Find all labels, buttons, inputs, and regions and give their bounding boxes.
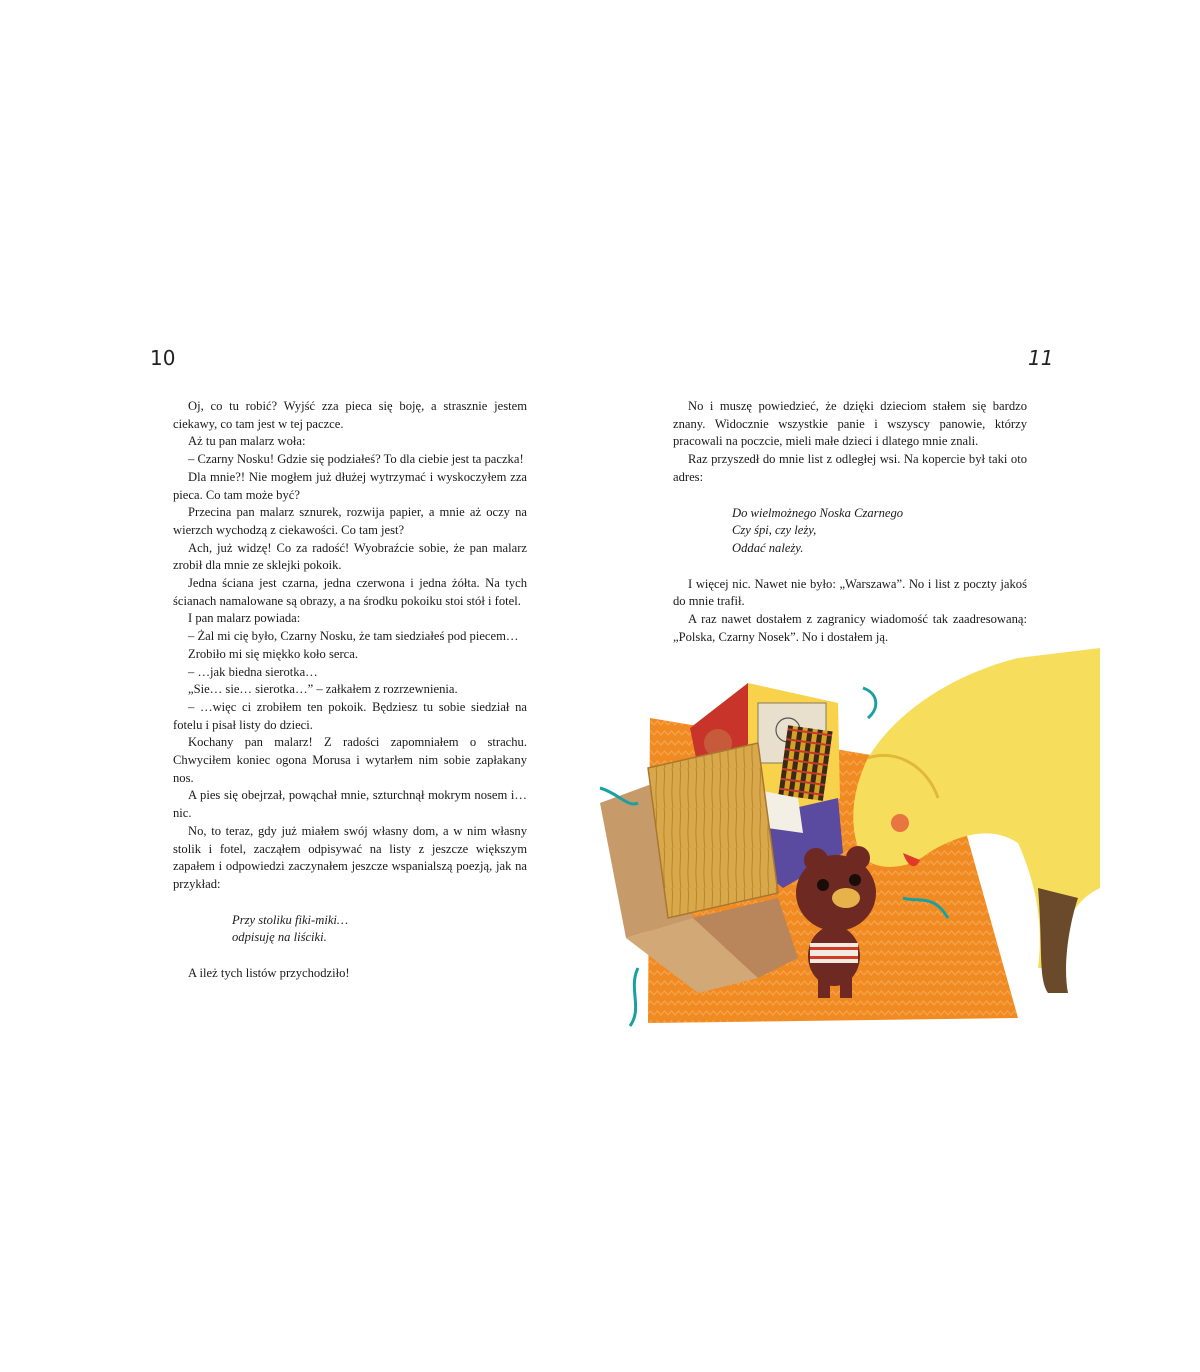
paragraph: – Żal mi cię było, Czarny Nosku, że tam siedziałeś pod piecem…: [188, 629, 519, 644]
paragraph: No, to teraz, gdy już miałem swój własny dom, a w nim własny stolik i fotel, zacząłem odpisywać na listy z jeszcze większym zapałem i odpowiedzi zaczynałem jeszcze wspanialszą poezją, jak na przykład:: [173, 823, 527, 891]
paragraph: – …jak biedna sierotka…: [188, 664, 318, 679]
closing-paragraph: A ileż tych listów przychodziło!: [188, 966, 350, 981]
paragraph: – …więc ci zrobiłem ten pokoik. Będziesz tu sobie siedział na fotelu i pisał listy do dzieci.: [173, 699, 527, 732]
paragraph: Dla mnie?! Nie mogłem już dłużej wytrzymać i wyskoczyłem zza pieca. Co tam może być?: [173, 469, 527, 502]
page-number-left: 10: [150, 346, 176, 370]
verse-line: Czy śpi, czy leży,: [732, 523, 817, 538]
paragraph: – Czarny Nosku! Gdzie się podziałeś? To dla ciebie jest ta paczka!: [188, 452, 524, 467]
page-number-right: 11: [1028, 346, 1054, 370]
verse-left: [232, 912, 527, 947]
paragraph: „Sie… sie… sierotka…” – załkałem z rozrzewnienia.: [188, 682, 458, 697]
verse-address: [732, 505, 1027, 558]
verse-line: Przy stoliku fiki-miki…: [232, 912, 349, 927]
paragraph: Przecina pan malarz sznurek, rozwija papier, a mnie aż oczy na wierzch wychodzą z ciekawości. Co tam jest?: [173, 505, 527, 537]
illustration-bear-dog-room: [598, 648, 1100, 1028]
verse-line: odpisuję na liściki.: [232, 930, 327, 945]
paragraph: A raz nawet dostałem z zagranicy wiadomość tak zaadresowaną: „Polska, Czarny Nosek”. No i dostałem ją.: [673, 612, 1027, 644]
paragraph: I więcej nic. Nawet nie było: „Warszawa”. No i list z poczty jakoś do mnie trafił.: [673, 576, 1027, 609]
paragraph: Jedna ściana jest czarna, jedna czerwona i jedna żółta. Na tych ścianach namalowane są obrazy, a na środku pokoiku stoi stół i fotel.: [173, 576, 527, 608]
paragraph: I pan malarz powiada:: [188, 611, 301, 626]
right-page-text: [673, 398, 1027, 646]
left-page-text: [173, 398, 527, 983]
paragraph: Raz przyszedł do mnie list z odległej wsi. Na kopercie był taki oto adres:: [673, 452, 1027, 484]
paragraph: No i muszę powiedzieć, że dzięki dzieciom stałem się bardzo znany. Widocznie wszystkie panie i wszyscy panowie, którzy pracowali na poczcie, mieli małe dzieci i dlatego mnie znali.: [673, 399, 1027, 449]
verse-line: Do wielmożnego Noska Czarnego: [732, 505, 904, 520]
verse-line: Oddać należy.: [732, 540, 804, 555]
paragraph: Kochany pan malarz! Z radości zapomniałem o strachu. Chwyciłem koniec ogona Morusa i wytarłem nim sobie zapłakany nos.: [173, 735, 527, 785]
paragraph: Oj, co tu robić? Wyjść zza pieca się boję, a strasznie jestem ciekawy, co tam jest w tej paczce.: [173, 399, 527, 431]
paragraph: Aż tu pan malarz woła:: [188, 434, 306, 449]
paragraph: A pies się obejrzał, powąchał mnie, szturchnął mokrym nosem i… nic.: [173, 788, 527, 821]
paragraph: Ach, już widzę! Co za radość! Wyobraźcie sobie, że pan malarz zrobił dla mnie ze sklejki pokoik.: [173, 540, 527, 573]
paragraph: Zrobiło mi się miękko koło serca.: [188, 646, 358, 661]
